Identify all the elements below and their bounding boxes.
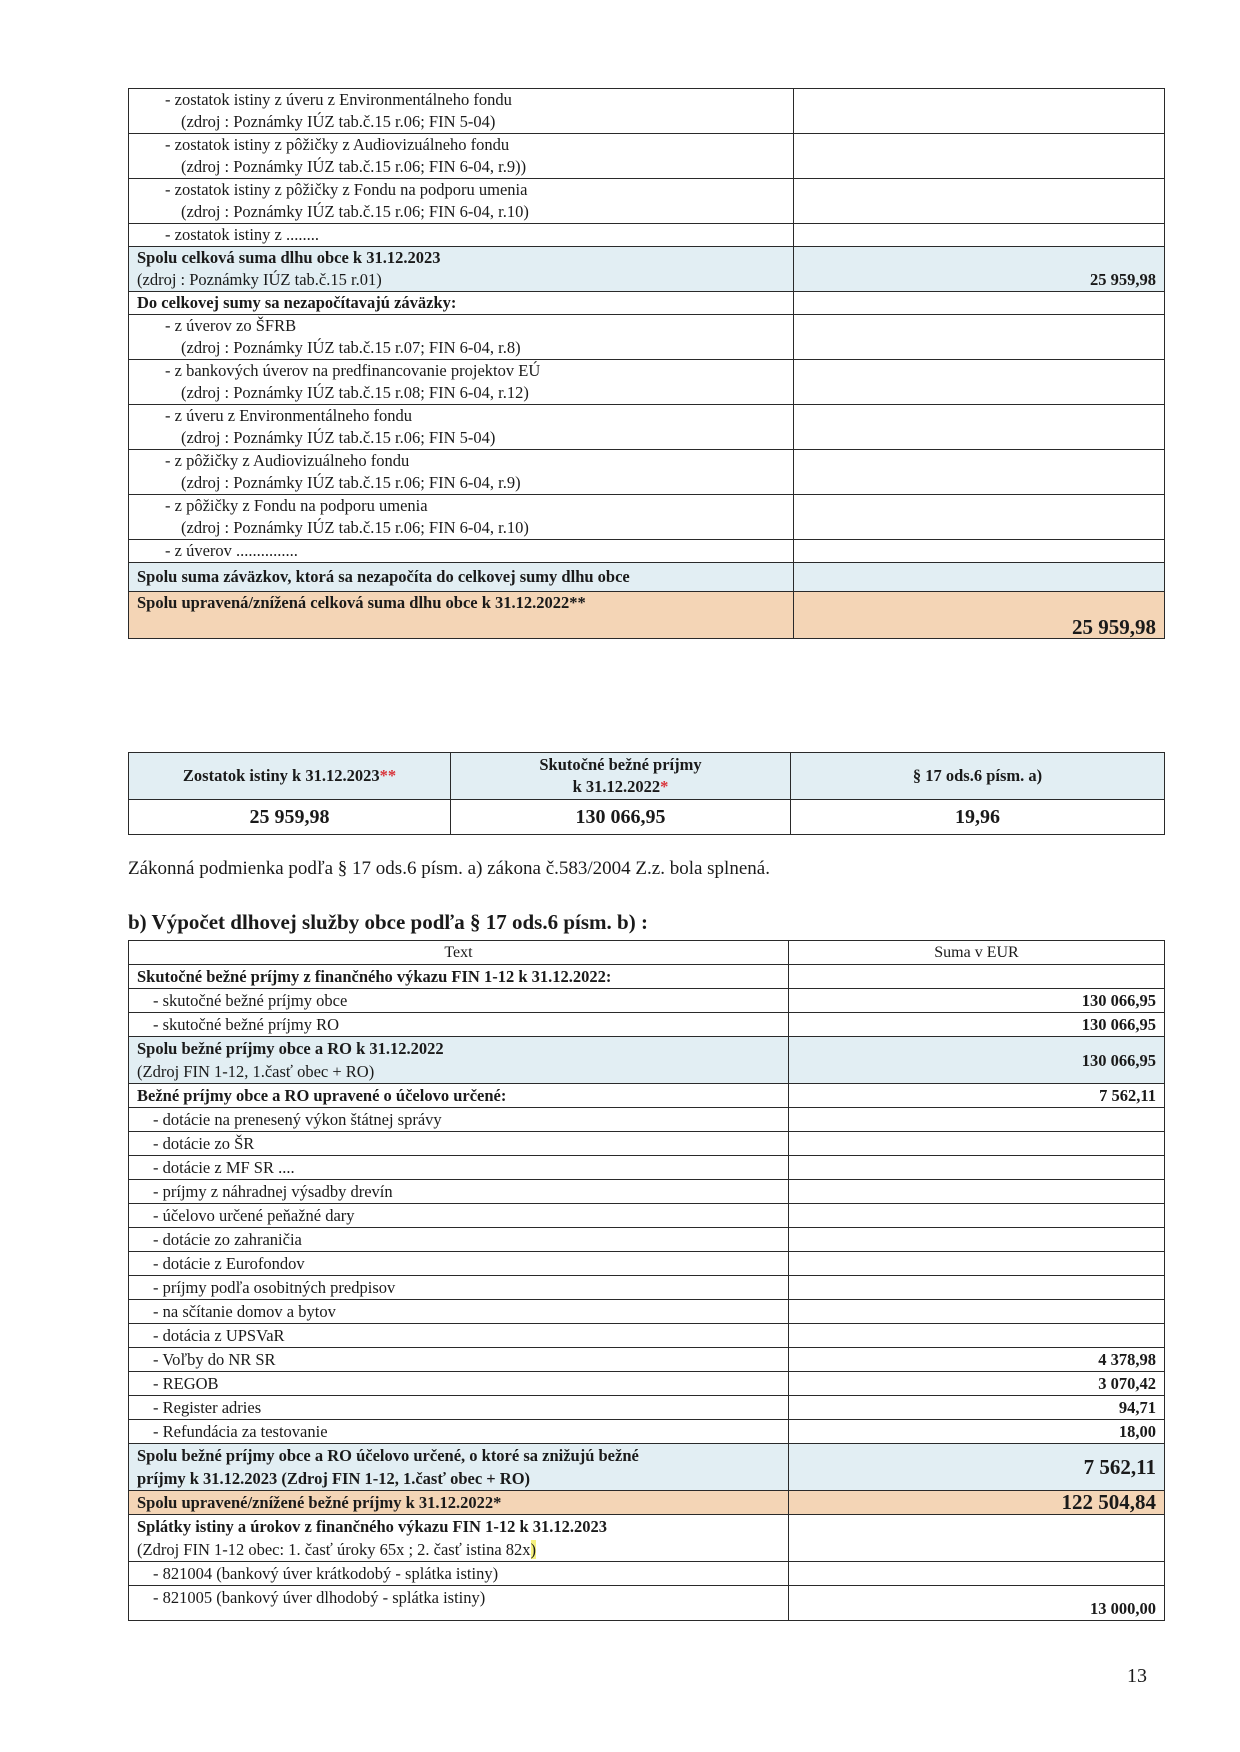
income-header-row — [129, 965, 1165, 989]
table-row — [129, 1586, 1165, 1621]
table-row — [129, 1372, 1165, 1396]
row-label: - z pôžičky z Audiovizuálneho fondu — [165, 451, 410, 470]
ratio-value: 19,96 — [791, 800, 1165, 835]
condition-a-value-row — [129, 800, 1165, 835]
repayment-source: (Zdroj FIN 1-12 obec: 1. časť úroky 65x ; 2. časť istina 82x — [137, 1540, 531, 1559]
principal-balance-value: 25 959,98 — [129, 800, 451, 835]
repayment-header-row — [129, 1515, 1165, 1562]
current-income-value: 130 066,95 — [451, 800, 791, 835]
table-row — [129, 450, 1165, 495]
row-label: - REGOB — [129, 1372, 789, 1396]
condition-a-statement: Zákonná podmienka podľa § 17 ods.6 písm. a) zákona č.583/2004 Z.z. bola splnená. — [128, 858, 770, 879]
row-value: 94,71 — [789, 1396, 1165, 1420]
table-row — [129, 315, 1165, 360]
repayment-header: Splátky istiny a úrokov z finančného výkazu FIN 1-12 k 31.12.2023 — [137, 1517, 608, 1536]
row-value — [789, 1300, 1165, 1324]
condition-a-table — [128, 752, 1165, 835]
adjusted-total-value: 25 959,98 — [794, 592, 1165, 639]
row-label: - dotácia z UPSVaR — [129, 1324, 789, 1348]
table-row — [129, 179, 1165, 224]
row-label: - Voľby do NR SR — [129, 1348, 789, 1372]
table-row — [129, 1156, 1165, 1180]
table-row — [129, 89, 1165, 134]
earmarked-header-value: 7 562,11 — [789, 1084, 1165, 1108]
adjusted-income-value: 122 504,84 — [789, 1491, 1165, 1515]
row-value — [789, 1252, 1165, 1276]
table-row — [129, 360, 1165, 405]
excluded-header-row — [129, 292, 1165, 315]
table-row — [129, 1013, 1165, 1037]
table-row — [129, 989, 1165, 1013]
row-value — [789, 1276, 1165, 1300]
row-value: 18,00 — [789, 1420, 1165, 1444]
row-label: - zostatok istiny z ........ — [165, 225, 319, 244]
column-header-row — [129, 941, 1165, 965]
table-row — [129, 1300, 1165, 1324]
row-label: - zostatok istiny z úveru z Environmentálneho fondu — [165, 90, 512, 109]
col-text-header: Text — [129, 941, 789, 965]
row-label: - z úverov ............... — [165, 541, 298, 560]
row-label: - dotácie na prenesený výkon štátnej správy — [129, 1108, 789, 1132]
income-total-row — [129, 1037, 1165, 1084]
row-value: 13 000,00 — [789, 1586, 1165, 1621]
row-value: 4 378,98 — [789, 1348, 1165, 1372]
debt-service-table — [128, 940, 1165, 1621]
table-row — [129, 1276, 1165, 1300]
row-label: - príjmy z náhradnej výsadby drevín — [129, 1180, 789, 1204]
table-row — [129, 1562, 1165, 1586]
row-label: - z úveru z Environmentálneho fondu — [165, 406, 412, 425]
row-label: - z úverov zo ŠFRB — [165, 316, 297, 335]
row-source: (zdroj : Poznámky IÚZ tab.č.15 r.06; FIN 6-04, r.9)) — [181, 157, 527, 176]
earmarked-header-row — [129, 1084, 1165, 1108]
table-row — [129, 1252, 1165, 1276]
table-row — [129, 1132, 1165, 1156]
total-debt-row — [129, 247, 1165, 292]
excluded-total-label: Spolu suma záväzkov, ktorá sa nezapočíta do celkovej sumy dlhu obce — [129, 563, 794, 592]
row-label: - na sčítanie domov a bytov — [129, 1300, 789, 1324]
row-value: 130 066,95 — [789, 989, 1165, 1013]
excluded-header: Do celkovej sumy sa nezapočítavajú záväzky: — [129, 292, 794, 315]
col-sum-header: Suma v EUR — [789, 941, 1165, 965]
row-label: - dotácie zo zahraničia — [129, 1228, 789, 1252]
adjusted-total-row — [129, 592, 1165, 639]
row-value: 130 066,95 — [789, 1013, 1165, 1037]
table-row — [129, 1204, 1165, 1228]
excluded-total-row — [129, 563, 1165, 592]
table-row — [129, 224, 1165, 247]
earmarked-total-line1: Spolu bežné príjmy obce a RO účelovo určené, o ktoré sa znižujú bežné — [137, 1446, 639, 1465]
table-row — [129, 495, 1165, 540]
row-value — [789, 1108, 1165, 1132]
income-header: Skutočné bežné príjmy z finančného výkazu FIN 1-12 k 31.12.2022: — [129, 965, 789, 989]
row-value — [789, 1562, 1165, 1586]
row-source: (zdroj : Poznámky IÚZ tab.č.15 r.06; FIN 6-04, r.10) — [181, 518, 529, 537]
section-b-heading: b) Výpočet dlhovej služby obce podľa § 17 ods.6 písm. b) : — [128, 910, 648, 934]
row-label: - zostatok istiny z pôžičky z Fondu na podporu umenia — [165, 180, 528, 199]
row-label: - skutočné bežné príjmy obce — [129, 989, 789, 1013]
income-total-value: 130 066,95 — [789, 1037, 1165, 1084]
row-source: (zdroj : Poznámky IÚZ tab.č.15 r.08; FIN 6-04, r.12) — [181, 383, 529, 402]
row-value — [789, 1204, 1165, 1228]
page-number: 13 — [1127, 1665, 1147, 1687]
row-value — [789, 1132, 1165, 1156]
table-row — [129, 1228, 1165, 1252]
total-debt-value: 25 959,98 — [794, 247, 1165, 292]
earmarked-header: Bežné príjmy obce a RO upravené o účelovo určené: — [129, 1084, 789, 1108]
row-source: (zdroj : Poznámky IÚZ tab.č.15 r.06; FIN 5-04) — [181, 112, 496, 131]
row-source: (zdroj : Poznámky IÚZ tab.č.15 r.06; FIN 6-04, r.10) — [181, 202, 529, 221]
table-row — [129, 1180, 1165, 1204]
table-row — [129, 1108, 1165, 1132]
total-debt-label: Spolu celková suma dlhu obce k 31.12.2023 — [137, 248, 441, 267]
earmarked-total-row — [129, 1444, 1165, 1491]
table-row — [129, 1348, 1165, 1372]
adjusted-income-label: Spolu upravené/znížené bežné príjmy k 31.12.2022* — [129, 1491, 789, 1515]
principal-balance-header: Zostatok istiny k 31.12.2023** — [129, 753, 451, 800]
row-label: - účelovo určené peňažné dary — [129, 1204, 789, 1228]
row-value — [789, 1228, 1165, 1252]
table-row — [129, 134, 1165, 179]
row-label: - Register adries — [129, 1396, 789, 1420]
row-source: (zdroj : Poznámky IÚZ tab.č.15 r.06; FIN 5-04) — [181, 428, 496, 447]
row-value — [789, 1156, 1165, 1180]
row-source: (zdroj : Poznámky IÚZ tab.č.15 r.06; FIN 6-04, r.9) — [181, 473, 521, 492]
income-total-source: (Zdroj FIN 1-12, 1.časť obec + RO) — [137, 1062, 375, 1081]
table-row — [129, 405, 1165, 450]
row-value — [789, 1180, 1165, 1204]
condition-a-header-row — [129, 753, 1165, 800]
table-row — [129, 1396, 1165, 1420]
row-label: - dotácie z MF SR .... — [129, 1156, 789, 1180]
row-label: - dotácie z Eurofondov — [129, 1252, 789, 1276]
row-label: - z bankových úverov na predfinancovanie projektov EÚ — [165, 361, 541, 380]
earmarked-total-value: 7 562,11 — [789, 1444, 1165, 1491]
row-label: - 821005 (bankový úver dlhodobý - splátka istiny) — [129, 1586, 789, 1621]
current-income-header: Skutočné bežné príjmy k 31.12.2022* — [451, 753, 791, 800]
row-label: - 821004 (bankový úver krátkodobý - splátka istiny) — [129, 1562, 789, 1586]
earmarked-total-line2: príjmy k 31.12.2023 (Zdroj FIN 1-12, 1.časť obec + RO) — [137, 1469, 531, 1488]
repayment-source-highlight: ) — [530, 1540, 537, 1559]
table-row — [129, 1324, 1165, 1348]
row-label: - dotácie zo ŠR — [129, 1132, 789, 1156]
ratio-header: § 17 ods.6 písm. a) — [791, 753, 1165, 800]
adjusted-total-label: Spolu upravená/znížená celková suma dlhu obce k 31.12.2022** — [129, 592, 794, 639]
row-label: - zostatok istiny z pôžičky z Audiovizuálneho fondu — [165, 135, 510, 154]
row-label: - skutočné bežné príjmy RO — [129, 1013, 789, 1037]
row-label: - Refundácia za testovanie — [129, 1420, 789, 1444]
row-label: - príjmy podľa osobitných predpisov — [129, 1276, 789, 1300]
row-value — [789, 1324, 1165, 1348]
adjusted-income-row — [129, 1491, 1165, 1515]
row-source: (zdroj : Poznámky IÚZ tab.č.15 r.07; FIN 6-04, r.8) — [181, 338, 521, 357]
table-row — [129, 1420, 1165, 1444]
table-row — [129, 540, 1165, 563]
row-value: 3 070,42 — [789, 1372, 1165, 1396]
debt-table — [128, 88, 1165, 639]
income-total-label: Spolu bežné príjmy obce a RO k 31.12.2022 — [137, 1039, 444, 1058]
total-debt-source: (zdroj : Poznámky IÚZ tab.č.15 r.01) — [137, 270, 382, 289]
row-label: - z pôžičky z Fondu na podporu umenia — [165, 496, 428, 515]
